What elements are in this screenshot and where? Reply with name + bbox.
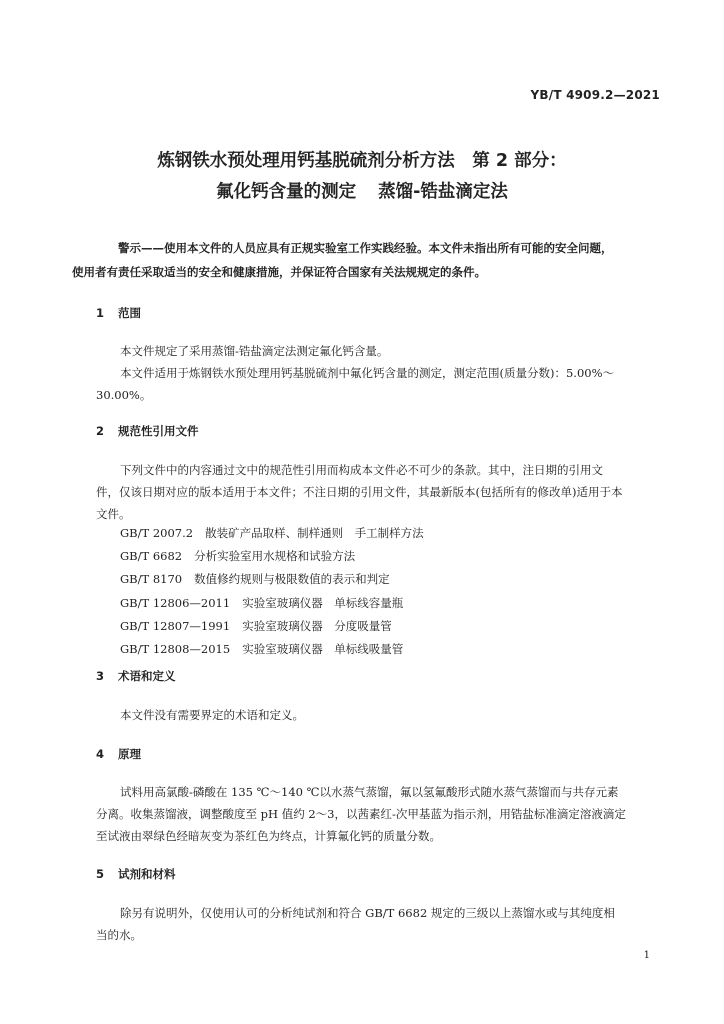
reference-title: 实验室玻璃仪器 单标线吸量管 [242,642,404,657]
reference-code: GB/T 2007.2 [120,526,194,540]
reference-code: GB/T 12808—2015 [120,642,231,657]
section-title: 术语和定义 [118,669,176,683]
reference-item [120,568,424,591]
section-terms-body [96,704,662,726]
section-number: 4 [96,747,105,761]
title-line-2-part-b: 蒸馏-锆盐滴定法 [378,182,508,202]
paragraph-continuation: 文件。 [96,507,131,521]
reference-code: GB/T 6682 [120,549,183,564]
reference-code: GB/T 8170 [120,572,183,587]
paragraph-continuation: 30.00%。 [96,388,152,402]
warning-line-2: 使用者有责任采取适当的安全和健康措施，并保证符合国家有关法规规定的条件。 [72,265,486,279]
title-line-2 [0,177,724,208]
reference-item [120,615,424,638]
section-title: 范围 [118,306,141,320]
reference-code: GB/T 12807—1991 [120,618,231,633]
paragraph-continuation: 至试液由翠绿色经暗灰变为茶红色为终点，计算氟化钙的质量分数。 [96,829,441,843]
paragraph: 除另有说明外，仅使用认可的分析纯试剂和符合 GB/T 6682 规定的三级以上蒸馏水或与其纯度相 [120,906,615,920]
section-heading-terms [96,668,176,684]
section-number: 5 [96,867,105,881]
reference-title: 数值修约规则与极限数值的表示和判定 [194,572,390,587]
section-heading-principle [96,746,141,762]
reference-item [120,545,424,568]
reference-title: 实验室玻璃仪器 分度吸量管 [242,618,392,633]
title-line-1: 炼钢铁水预处理用钙基脱硫剂分析方法 第 2 部分： [157,151,567,171]
reference-code: GB/T 12806—2011 [120,595,231,610]
reference-title: 散装矿产品取样、制样通则 手工制样方法 [205,526,424,540]
section-heading-normative-references [96,423,199,439]
paragraph-continuation: 件，仅该日期对应的版本适用于本文件；不注日期的引用文件，其最新版本(包括所有的修改单)适用于本 [96,485,623,499]
section-heading-reagents [96,866,176,882]
section-number: 2 [96,424,105,438]
paragraph: 本文件没有需要界定的术语和定义。 [120,708,304,722]
reference-item [120,522,424,545]
warning-notice [72,236,662,284]
section-principle-body [96,781,662,847]
reference-list [120,522,424,661]
section-number: 1 [96,306,105,320]
paragraph-continuation: 分离。收集蒸馏液，调整酸度至 pH 值约 2～3，以茜素红-次甲基蓝为指示剂，用锆盐标准滴定溶液滴定 [96,807,626,821]
document-title [0,146,724,208]
title-line-2-part-a: 氟化钙含量的测定 [216,182,357,202]
paragraph: 本文件规定了采用蒸馏-锆盐滴定法测定氟化钙含量。 [120,344,389,358]
paragraph: 下列文件中的内容通过文中的规范性引用而构成本文件必不可少的条款。其中，注日期的引用文 [120,463,603,477]
standard-id: YB/T 4909.2—2021 [530,88,660,102]
section-heading-scope [96,305,141,321]
section-title: 原理 [118,747,141,761]
reference-title: 实验室玻璃仪器 单标线容量瓶 [242,595,404,610]
reference-item [120,638,424,661]
paragraph: 试料用高氯酸-磷酸在 135 ℃～140 ℃以水蒸气蒸馏，氟以氢氟酸形式随水蒸气蒸馏而与共存元素 [120,785,619,799]
paragraph: 本文件适用于炼钢铁水预处理用钙基脱硫剂中氟化钙含量的测定，测定范围(质量分数)：5.00%～ [120,366,615,380]
paragraph-continuation: 当的水。 [96,928,142,942]
section-title: 规范性引用文件 [118,424,199,438]
page-number: 1 [643,950,650,961]
section-reagents-body [96,902,662,946]
section-references-body [96,459,662,525]
section-number: 3 [96,669,105,683]
section-title: 试剂和材料 [118,867,176,881]
section-scope-body [96,340,662,406]
reference-title: 分析实验室用水规格和试验方法 [194,549,356,564]
warning-line-1: 警示——使用本文件的人员应具有正规实验室工作实践经验。本文件未指出所有可能的安全问题， [118,241,613,255]
reference-item [120,592,424,615]
